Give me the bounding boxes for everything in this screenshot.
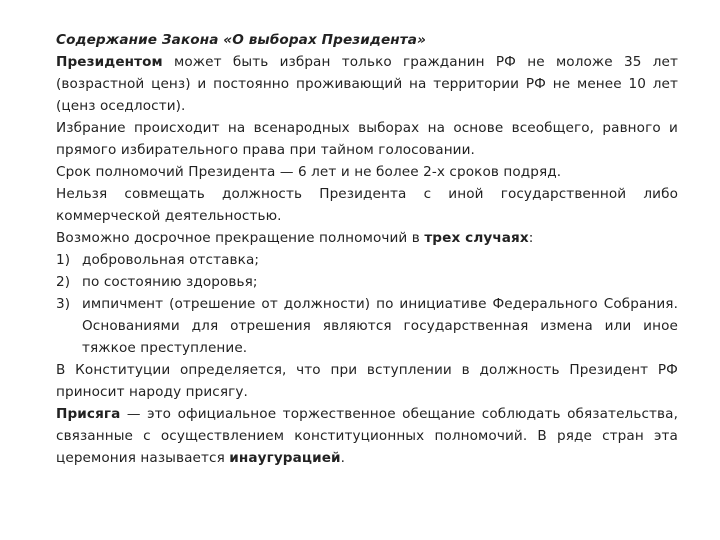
- slide-text-body: [56, 29, 678, 469]
- paragraph-eligibility-text: может быть избран только гражданин РФ не моложе 35 лет (возрастной ценз) и постоянно проживающий на территории РФ не менее 10 лет (ценз оседлости).: [56, 54, 678, 114]
- term-president: Президентом: [56, 54, 163, 70]
- early-termination-colon: :: [528, 230, 534, 246]
- list-item-text: импичмент (отрешение от должности) по инициативе Федерального Собрания. Основаниями для отрешения являются государственная измена или иное тяжкое преступление.: [82, 296, 678, 356]
- list-item: [56, 249, 678, 271]
- paragraph-incompatibility: Нельзя совмещать должность Президента с иной государственной либо коммерческой деятельностью.: [56, 186, 678, 224]
- list-item: [56, 293, 678, 359]
- list-item-number: 3): [56, 296, 71, 312]
- paragraph-early-termination: [56, 227, 678, 249]
- list-item-text: добровольная отставка;: [82, 252, 260, 268]
- list-item-text: по состоянию здоровья;: [82, 274, 258, 290]
- paragraph-eligibility: [56, 51, 678, 117]
- term-inauguration: инаугурацией: [229, 450, 341, 466]
- oath-definition-text: — это официальное торжественное обещание соблюдать обязательства, связанные с осуществлением конституционных полномочий. В ряде стран эта церемония называется: [56, 406, 678, 466]
- paragraph-term: Срок полномочий Президента — 6 лет и не более 2-х сроков подряд.: [56, 164, 562, 180]
- paragraph-oath-definition: [56, 403, 678, 469]
- list-item-number: 2): [56, 274, 71, 290]
- term-oath: Присяга: [56, 406, 121, 422]
- paragraph-oath: В Конституции определяется, что при вступлении в должность Президент РФ приносит народу присягу.: [56, 362, 678, 400]
- paragraph-election: Избрание происходит на всенародных выборах на основе всеобщего, равного и прямого избирательного права при тайном голосовании.: [56, 120, 678, 158]
- list-item: [56, 271, 678, 293]
- list-item-number: 1): [56, 252, 71, 268]
- early-termination-text: Возможно досрочное прекращение полномочий в: [56, 230, 425, 246]
- early-termination-bold: трех случаях: [424, 230, 529, 246]
- slide-title: Содержание Закона «О выборах Президента»: [56, 32, 426, 48]
- oath-definition-end: .: [340, 450, 346, 466]
